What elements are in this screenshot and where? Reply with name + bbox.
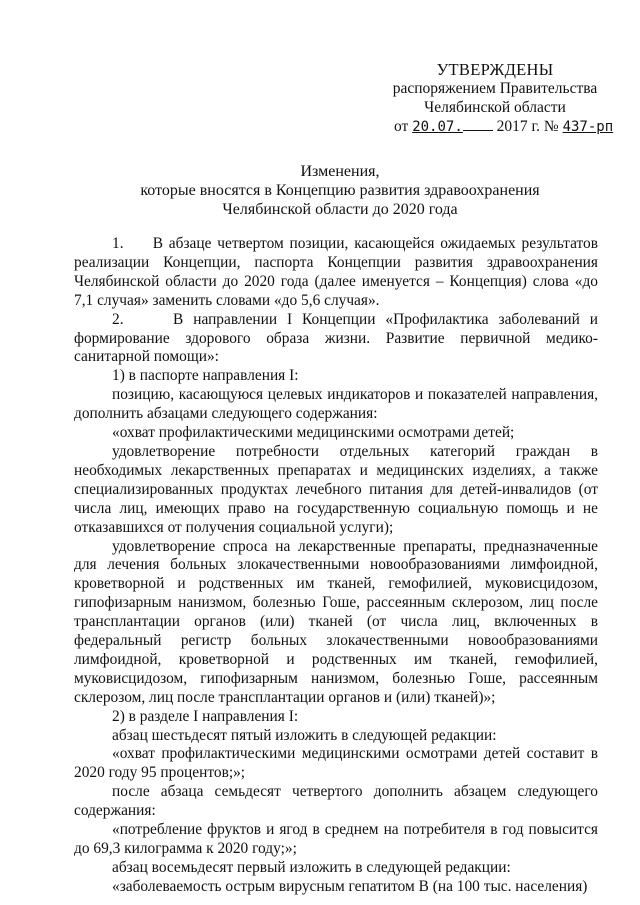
date-underline xyxy=(463,130,493,131)
paragraph: «охват профилактическими медицинскими осмотрами детей составит в 2020 году 95 процентов;»; xyxy=(74,745,598,782)
approval-date-number-line xyxy=(380,117,614,137)
paragraph-item-1: 1. В абзаце четвертом позиции, касающейся ожидаемых результатов реализации Концепции, паспорта Концепции развития здравоохранения Челябинской области до 2020 года (далее именуется – Концепция) слова «до 7,1 случая» заменить словами «до 5,6 случая». xyxy=(74,235,598,309)
paragraph: «охват профилактическими медицинскими осмотрами детей; xyxy=(112,424,515,442)
paragraph: 1) в паспорте направления I: xyxy=(112,367,299,385)
year-text: 2017 г. № xyxy=(496,118,559,135)
paragraph: удовлетворение потребности отдельных категорий граждан в необходимых лекарственных препаратах и медицинских изделиях, а также специализированных продуктах лечебного питания для детей-инвалидов (от числа лиц, имеющих право на государственную социальную помощь и не отказавшихся от получения социальной услуги); xyxy=(74,442,598,536)
approval-line-2: Челябинской области xyxy=(424,99,566,116)
paragraph: удовлетворение спроса на лекарственные препараты, предназначенные для лечения больных злокачественными новообразованиями лимфоидной, кроветворной и родственных им тканей, гемофилией, муковисцидозом, гипофизарным нанизмом, болезнью Гоше, рассеянным склерозом, лиц после трансплантации органов (или) тканей (от числа лиц, включенных в федеральный регистр больных злокачественными новообразованиями лимфоидной, кроветворной и родственных им тканей, гемофилией, муковисцидозом, гипофизарным нанизмом, болезнью Гоше, рассеянным склерозом, лиц после трансплантации органов и (или) тканей)»; xyxy=(74,537,598,706)
paragraph: «заболеваемость острым вирусным гепатитом В (на 100 тыс. населения) xyxy=(112,877,588,895)
document-body xyxy=(74,235,598,897)
title-line-2: которые вносятся в Концепцию развития здравоохранения xyxy=(140,182,540,199)
paragraph: после абзаца семьдесят четвертого дополнить абзацем следующего содержания: xyxy=(74,783,598,820)
paragraph: 2) в разделе I направления I: xyxy=(112,707,299,725)
paragraph-item-2: 2. В направлении I Концепции «Профилактика заболеваний и формирование здорового образа жизни. Развитие первичной медико-санитарной помощи»: xyxy=(74,310,598,366)
approval-line-1: распоряжением Правительства xyxy=(392,80,598,97)
paragraph: абзац восемьдесят первый изложить в следующей редакции: xyxy=(112,858,511,876)
document-title xyxy=(60,162,620,219)
date-prefix: от xyxy=(394,118,409,135)
paragraph: позицию, касающуюся целевых индикаторов и показателей направления, дополнить абзацами следующего содержания: xyxy=(74,386,598,423)
handwritten-number: 437-рп xyxy=(562,119,614,135)
title-line-3: Челябинской области до 2020 года xyxy=(222,201,458,218)
paragraph: «потребление фруктов и ягод в среднем на потребителя в год повысится до 69,3 килограмма к 2020 году;»; xyxy=(74,821,598,857)
paragraph: абзац шестьдесят пятый изложить в следующей редакции: xyxy=(112,726,497,744)
approval-block xyxy=(380,60,614,137)
handwritten-date: 20.07. xyxy=(412,119,463,135)
title-line-1: Изменения, xyxy=(300,163,380,180)
approval-heading: УТВЕРЖДЕНЫ xyxy=(436,60,554,79)
